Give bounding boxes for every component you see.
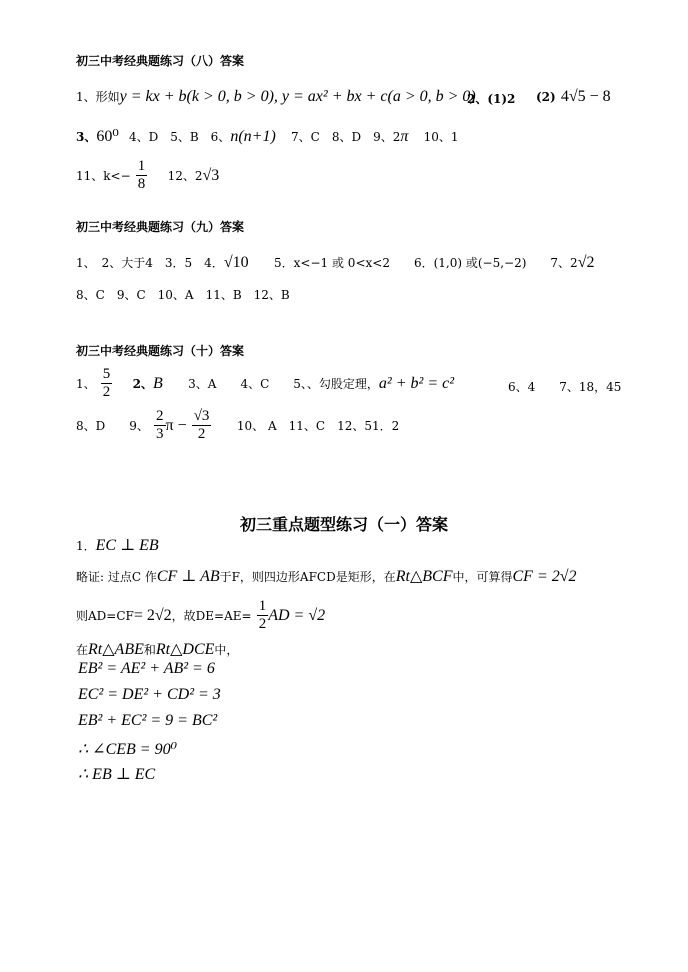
key-proof-a: 略证: 过点C 作 — [76, 570, 157, 584]
sec9-line1 — [76, 252, 594, 272]
sec10-q6-7: 6、4 7、18，45 — [508, 380, 622, 394]
key-line4 — [76, 639, 238, 659]
sec8-q2b-value: 4√5 − 8 — [560, 88, 611, 105]
sec10-q5-formula: a² + b² = c² — [378, 375, 455, 392]
fraction-denominator: 8 — [137, 176, 146, 192]
fraction-numerator: 5 — [102, 366, 111, 382]
key-line3-b: ，故DE=AE= — [171, 609, 252, 623]
section-9-title: 初三中考经典题练习（九）答案 — [76, 220, 245, 234]
fraction-denominator: 2 — [197, 426, 206, 442]
key-section-title: 初三重点题型练习（一）答案 — [239, 515, 448, 534]
sec9-q4-value: √10 — [223, 254, 249, 271]
sec9-q5-7: 5．x<−1 或 0<x<2 6．(1,0) 或(−5,−2) 7、2 — [274, 256, 578, 270]
key-line4-a: 在 — [76, 643, 89, 657]
sec10-q9-pi: π − — [165, 417, 187, 434]
section-10-title: 初三中考经典题练习（十）答案 — [76, 344, 245, 358]
sec8-q11-label: 11、k<− — [76, 169, 131, 183]
key-proof-value: CF = 2√2 — [512, 568, 577, 585]
key-eq2: EC² = DE² + CD² = 3 — [78, 686, 221, 703]
sec8-line2 — [76, 126, 459, 146]
sec8-q6-value: n(n+1) — [230, 128, 276, 145]
key-proof-tri: Rt△BCF — [395, 568, 453, 585]
key-proof-cf: CF ⊥ AB — [156, 568, 220, 585]
key-eq1: EB² = AE² + AB² = 6 — [78, 660, 215, 677]
key-line1 — [76, 535, 159, 555]
fraction-denominator: 3 — [156, 426, 164, 442]
key-line3 — [76, 598, 325, 633]
fraction-numerator: 1 — [137, 158, 146, 174]
section-8-title: 初三中考经典题练习（八）答案 — [76, 54, 245, 68]
key-line4-c: 中， — [214, 643, 239, 657]
sec8-q1-prefix: 1、形如 — [76, 90, 120, 104]
key-line3-c: AD = √2 — [268, 607, 326, 624]
sec8-q3-label: 3、 — [76, 130, 97, 144]
sec8-q11-fraction — [136, 158, 148, 193]
sec8-q10: 10、1 — [423, 130, 459, 144]
sec8-q2b-label: (2) — [536, 90, 556, 104]
fraction-numerator: 1 — [258, 598, 267, 614]
fraction-numerator: 2 — [156, 408, 164, 424]
key-line4-t2: Rt△DCE — [155, 641, 215, 658]
sec10-q2-label: 2、 — [132, 377, 153, 391]
sec10-q9-fraction-1 — [154, 408, 166, 443]
key-line2 — [76, 566, 577, 586]
sec9-q1-4: 1、 2、大于4 3．5 4． — [76, 256, 224, 270]
key-line3-fraction — [257, 598, 269, 633]
key-q1-answer: EC ⊥ EB — [95, 537, 159, 554]
fraction-numerator: √3 — [193, 408, 210, 424]
sec8-q3-value: 60⁰ — [96, 128, 119, 145]
sec10-q1-fraction — [101, 366, 113, 401]
fraction-denominator: 2 — [258, 616, 267, 632]
sec8-q12-value: √3 — [202, 167, 220, 184]
sec10-line1 — [76, 366, 454, 401]
sec10-q3-5: 3、A 4、C 5、、勾股定理， — [188, 377, 379, 391]
sec8-line1 — [76, 86, 476, 106]
key-proof-b: 于F，则四边形AFCD是矩形，在 — [219, 570, 396, 584]
sec8-line3 — [76, 158, 219, 193]
sec9-q7-value: √2 — [577, 254, 595, 271]
fraction-denominator: 2 — [102, 384, 111, 400]
sec9-line2: 8、C 9、C 10、A 11、B 12、B — [76, 288, 290, 302]
sec10-q2-value: B — [152, 375, 163, 392]
sec8-q2a: 2、(1)2 — [467, 92, 516, 106]
sec10-q8-9: 8、D 9、 — [76, 419, 149, 433]
key-proof-c: 中，可算得 — [452, 570, 513, 584]
key-line4-b: 和 — [143, 643, 156, 657]
sec10-q1-label: 1、 — [76, 377, 96, 391]
key-eq5: ∴ EB ⊥ EC — [78, 766, 156, 783]
key-line4-t1: Rt△ABE — [88, 641, 144, 658]
sec8-q4-6: 4、D 5、B 6、 — [128, 130, 231, 144]
sec8-q9-pi: π — [400, 128, 409, 145]
sec10-q10-12: 10、 A 11、C 12、51．2 — [236, 419, 400, 433]
key-eq4: ∴ ∠CEB = 90⁰ — [78, 741, 178, 758]
sec8-q1-formula: y = kx + b(k > 0, b > 0), y = ax² + bx + c(a > 0, b > 0) — [119, 88, 476, 105]
key-line3-a: 则AD=CF — [76, 609, 134, 623]
sec8-q12-label: 12、2 — [167, 169, 203, 183]
sec8-q7-9: 7、C 8、D 9、2 — [291, 130, 401, 144]
key-eq3: EB² + EC² = 9 = BC² — [78, 712, 218, 729]
key-q1-label: 1． — [76, 539, 96, 553]
key-line3-value: = 2√2 — [133, 607, 172, 624]
sec10-line2 — [76, 408, 399, 443]
sec8-q2b — [536, 86, 611, 106]
sec10-q9-fraction-2 — [192, 408, 212, 443]
